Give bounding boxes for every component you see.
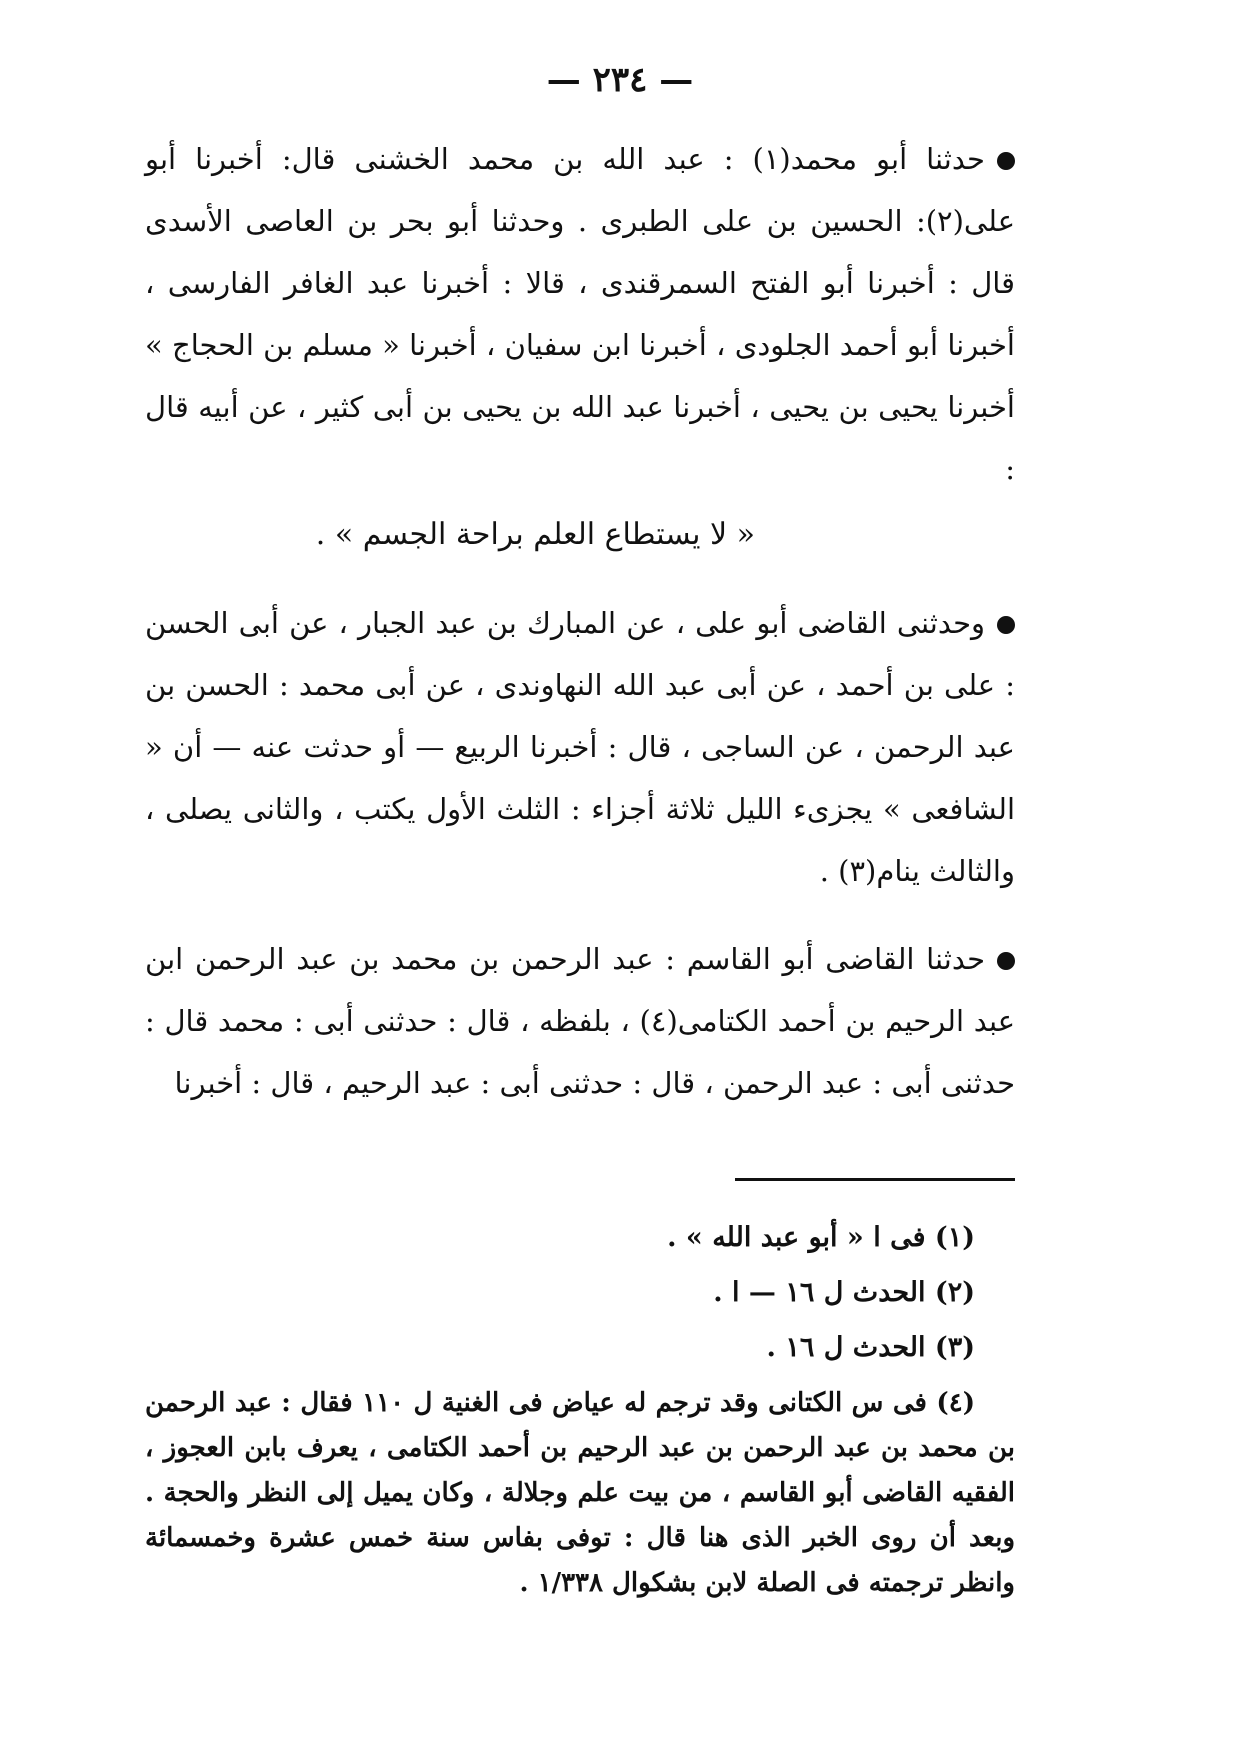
main-text	[145, 128, 1015, 1114]
paragraph-1-text: حدثنا أبو محمد(١) : عبد الله بن محمد الخشنى قال: أخبرنا أبو على(٢): الحسين بن على الطبرى . وحدثنا أبو بحر بن العاصى الأسدى قال : أخبرنا أبو الفتح السمرقندى ، قالا : أخبرنا عبد الغافر الفارسى ، أخبرنا أبو أحمد الجلودى ، أخبرنا ابن سفيان ، أخبرنا « مسلم بن الحجاج » أخبرنا يحيى بن يحيى ، أخبرنا عبد الله بن يحيى بن أبى كثير ، عن أبيه قال :	[145, 142, 1015, 486]
footnote-4	[145, 1381, 1015, 1606]
footnotes	[145, 1210, 1015, 1606]
quoted-saying: « لا يستطاع العلم براحة الجسم » .	[315, 517, 755, 552]
footnote-4-body: عبد الرحمن بن محمد بن عبد الرحمن بن عبد الرحيم بن أحمد الكتامى ، يعرف بابن العجوز ، الفقيه القاضى أبو القاسم ، من بيت علم وجلالة ، وكان يميل إلى النظر والحجة . وبعد أن روى الخبر الذى هنا قال : توفى بفاس سنة خمس عشرة وخمسمائة وانظر ترجمته فى الصلة لابن بشكوال ١/٣٣٨ .	[145, 1388, 1015, 1598]
paragraph-3-text: حدثنا القاضى أبو القاسم : عبد الرحمن بن محمد بن عبد الرحمن ابن عبد الرحيم بن أحمد الكتامى(٤) ، بلفظه ، قال : حدثنى أبى : محمد قال : حدثنى أبى : عبد الرحمن ، قال : حدثنى أبى : عبد الرحيم ، قال : أخبرنا	[145, 942, 1016, 1100]
footnote-4-intro: (٤) فى س الكتانى وقد ترجم له عياض فى الغنية ل ١١٠ فقال :	[281, 1388, 975, 1418]
paragraph-2	[145, 592, 1015, 902]
footnote-3: (٣) الحدث ل ١٦ .	[766, 1332, 975, 1363]
paragraph-1	[145, 128, 1015, 500]
paragraph-3	[145, 928, 1015, 1114]
footnote-2: (٢) الحدث ل ١٦ — ا .	[713, 1277, 975, 1308]
footnote-divider	[735, 1178, 1015, 1181]
footnote-1: (١) فى ا « أبو عبد الله » .	[667, 1222, 975, 1253]
bullet-icon	[997, 952, 1015, 970]
bullet-icon	[997, 616, 1015, 634]
page-number: — ٢٣٤ —	[546, 60, 694, 100]
bullet-icon	[997, 152, 1015, 170]
paragraph-2-text: وحدثنى القاضى أبو على ، عن المبارك بن عبد الجبار ، عن أبى الحسن : على بن أحمد ، عن أبى عبد الله النهاوندى ، عن أبى محمد : الحسن بن عبد الرحمن ، عن الساجى ، قال : أخبرنا الربيع — أو حدثت عنه — أن « الشافعى » يجزىء الليل ثلاثة أجزاء : الثلث الأول يكتب ، والثانى يصلى ، والثالث ينام(٣) .	[145, 606, 1015, 888]
